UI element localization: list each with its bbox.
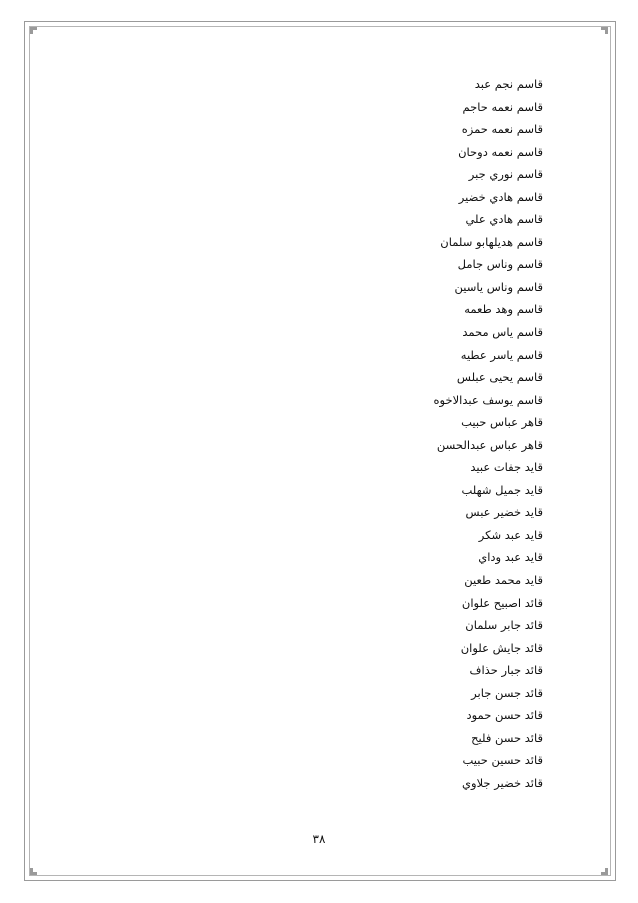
name-list: [434, 73, 543, 795]
list-item: قاسم وناس ياسين: [454, 279, 543, 294]
list-item: قاسم يوسف عبدالاخوه: [433, 392, 543, 407]
list-item: قاسم نعمه دوحان: [458, 144, 543, 159]
list-item: قاسم نعمه حمزه: [461, 122, 543, 137]
list-item: قاسم ياس محمد: [462, 325, 543, 340]
list-item: قائد جابر سلمان: [465, 618, 543, 633]
list-item: قائد خضير جلاوي: [462, 775, 543, 790]
list-item: قاسم هديلهابو سلمان: [440, 234, 543, 249]
corner-ornament-bottom-left: [30, 868, 37, 875]
list-item: قائد حسين حبيب: [462, 753, 543, 768]
corner-ornament-top-right: [601, 27, 608, 34]
list-item: قاسم ياسر عطيه: [460, 347, 543, 362]
corner-ornament-bottom-right: [601, 868, 608, 875]
list-item: قايد محمد طعين: [464, 573, 543, 588]
list-item: قايد جفات عبيد: [470, 460, 543, 475]
list-item: قائد حسن حمود: [466, 708, 543, 723]
page-number: ٣٨: [312, 832, 326, 846]
list-item: قائد جسن جابر: [471, 685, 543, 700]
list-item: قاسم وهد طعمه: [464, 302, 543, 317]
list-item: قاهر عباس عبدالحسن: [436, 437, 543, 452]
list-item: قايد عبد شكر: [478, 527, 543, 542]
list-item: قائد جبار حذاف: [469, 663, 543, 678]
list-item: قائد حسن فليح: [471, 730, 543, 745]
corner-ornament-top-left: [30, 27, 37, 34]
list-item: قايد جميل شهلب: [461, 482, 543, 497]
list-item: قاسم هادي علي: [465, 212, 543, 227]
list-item: قائد جايش علوان: [460, 640, 543, 655]
list-item: قاسم نعمه حاجم: [462, 99, 543, 114]
list-item: قاسم هادي خضير: [458, 189, 543, 204]
list-item: قاهر عباس حبيب: [461, 415, 543, 430]
list-item: قاسم نوري جبر: [468, 167, 543, 182]
list-item: قايد خضير عبس: [465, 505, 543, 520]
list-item: قاسم يحيى عبلس: [456, 370, 543, 385]
list-item: قاسم وناس جامل: [457, 257, 543, 272]
list-item: قائد اصبيح علوان: [461, 595, 543, 610]
list-item: قاسم نجم عبد: [474, 77, 543, 91]
list-item: قايد عبد وداي: [478, 550, 543, 565]
